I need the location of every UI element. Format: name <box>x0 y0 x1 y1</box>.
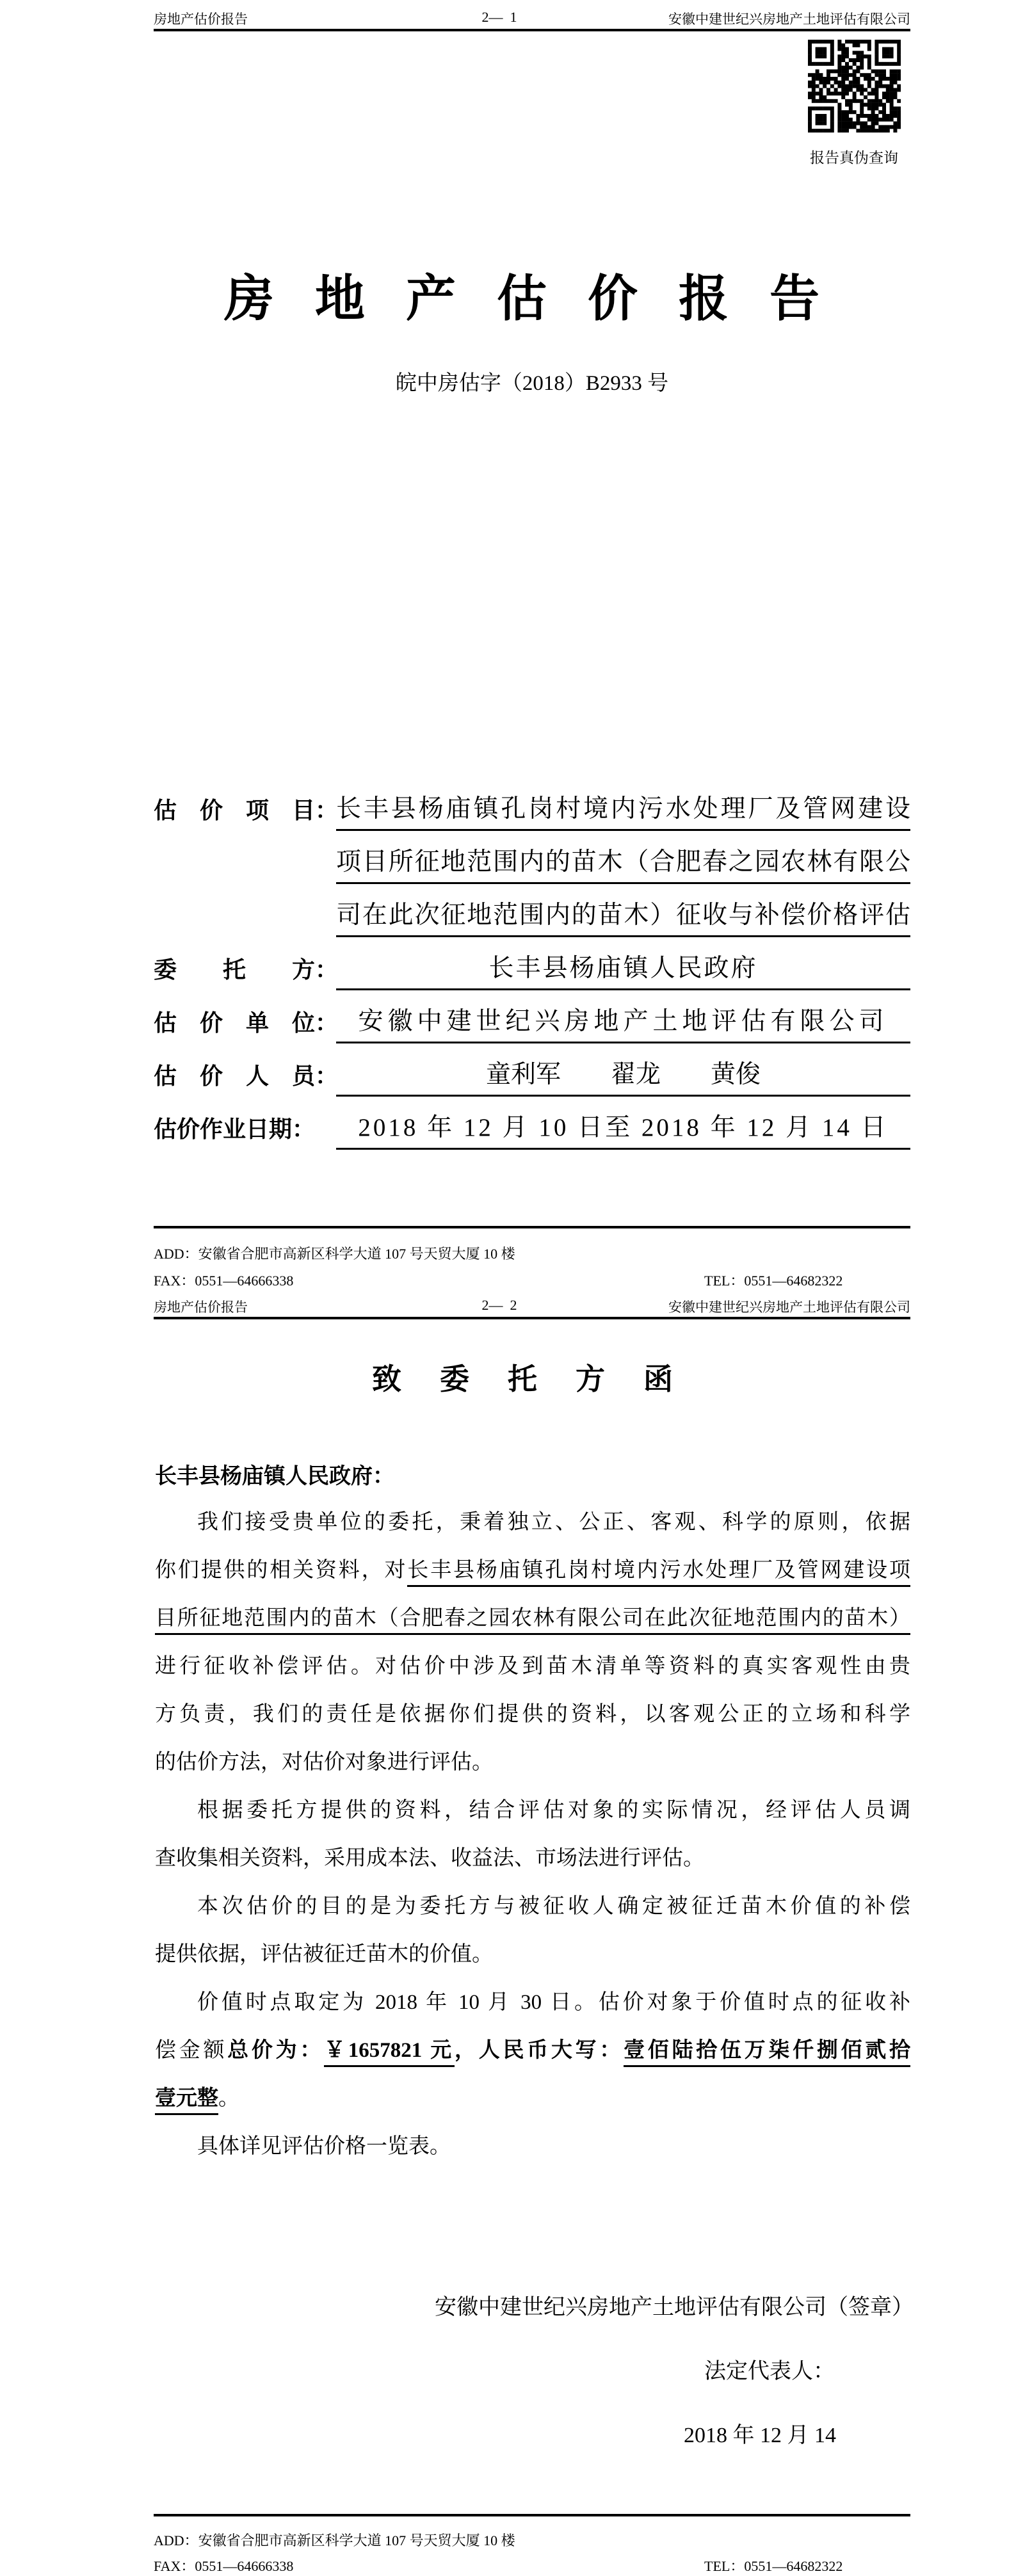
body-line: 方负责，我们的责任是依据你们提供的资料，以客观公正的立场和科学 <box>155 1703 910 1726</box>
field-work-dates <box>154 1107 910 1150</box>
body-line: 根据委托方提供的资料，结合评估对象的实际情况，经评估人员调 <box>197 1799 910 1822</box>
qr-code-image <box>808 40 901 133</box>
signature-company: 安徽中建世纪兴房地产土地评估有限公司（签章） <box>435 2296 914 2319</box>
field-appraisers-label: 估 价 人 员： <box>154 1063 339 1089</box>
field-project-value-line1: 长丰县杨庙镇孔岗村境内污水处理厂及管网建设 <box>336 789 910 831</box>
total-price-words: 壹佰陆拾伍万柒仟捌佰贰拾 <box>624 2039 910 2067</box>
body-line: 进行征收补偿评估。对估价中涉及到苗木清单等资料的真实客观性由贵 <box>155 1655 910 1678</box>
underlined-project-name: 目所征地范围内的苗木（合肥春之园农林有限公司在此次征地范围内的苗木） <box>155 1607 910 1635</box>
signature-legal-representative: 法定代表人： <box>704 2360 835 2383</box>
page2-footer-fax: FAX：0551—64666338 <box>154 2558 294 2574</box>
page2-header-page-number: 2— 2 <box>481 1297 517 1313</box>
field-client-label: 委 托 方： <box>154 957 339 983</box>
page1-header-doc-title: 房地产估价报告 <box>154 12 248 27</box>
field-project-cont2 <box>154 895 910 937</box>
body-line: 本次估价的目的是为委托方与被征收人确定被征迁苗木价值的补偿 <box>197 1895 910 1918</box>
page2-header-rule <box>154 1317 910 1319</box>
body-line: 壹元整。 <box>155 2085 910 2112</box>
body-line-total-price: 偿金额总价为：￥1657821 元，人民币大写：壹佰陆拾伍万柒仟捌佰贰拾 <box>155 2037 910 2064</box>
signature-date: 2018 年 12 月 14 <box>684 2424 836 2447</box>
field-project-value-line2: 项目所征地范围内的苗木（合肥春之园农林有限公 <box>336 842 910 884</box>
body-line: 查收集相关资料，采用成本法、收益法、市场法进行评估。 <box>155 1847 704 1870</box>
field-client-value: 长丰县杨庙镇人民政府 <box>336 948 910 990</box>
field-work-dates-label: 估价作业日期： <box>154 1116 316 1142</box>
total-price-words-cont: 壹元整 <box>155 2087 218 2115</box>
letter-salutation: 长丰县杨庙镇人民政府： <box>155 1465 394 1488</box>
field-project <box>154 789 910 831</box>
page1-footer-fax: FAX：0551—64666338 <box>154 1273 294 1289</box>
page2-footer-address: ADD：安徽省合肥市高新区科学大道 107 号天贸大厦 10 楼 <box>154 2532 515 2548</box>
report-title: 房地产估价报告 <box>223 271 860 326</box>
underlined-project-name: 长丰县杨庙镇孔岗村境内污水处理厂及管网建设项 <box>407 1559 910 1587</box>
qr-code <box>808 40 901 133</box>
field-agency <box>154 1001 910 1043</box>
total-price-figure: ￥1657821 元 <box>324 2039 455 2067</box>
page2-header-company: 安徽中建世纪兴房地产土地评估有限公司 <box>668 1300 910 1315</box>
field-project-label: 估 价 项 目： <box>154 798 339 823</box>
page2-header-doc-title: 房地产估价报告 <box>154 1300 248 1315</box>
page1-footer-tel: TEL：0551—64682322 <box>704 1273 843 1289</box>
page1-header-company: 安徽中建世纪兴房地产土地评估有限公司 <box>668 12 910 27</box>
body-line: 我们接受贵单位的委托，秉着独立、公正、客观、科学的原则，依据 <box>197 1511 910 1534</box>
qr-caption: 报告真伪查询 <box>810 150 898 166</box>
body-line: 你们提供的相关资料，对长丰县杨庙镇孔岗村境内污水处理厂及管网建设项 <box>155 1557 910 1584</box>
field-appraisers <box>154 1054 910 1097</box>
body-line: 具体详见评估价格一览表。 <box>197 2135 451 2158</box>
page2-footer-tel: TEL：0551—64682322 <box>704 2558 843 2574</box>
field-client <box>154 948 910 990</box>
body-line: 提供依据，评估被征迁苗木的价值。 <box>155 1943 493 1966</box>
body-line: 的估价方法，对估价对象进行评估。 <box>155 1751 493 1774</box>
page1-footer-rule <box>154 1226 910 1228</box>
body-line <box>155 1605 910 1632</box>
field-agency-value: 安徽中建世纪兴房地产土地评估有限公司 <box>336 1001 910 1043</box>
page1-header-rule <box>154 29 910 31</box>
report-doc-number: 皖中房估字（2018）B2933 号 <box>395 372 669 395</box>
field-project-cont <box>154 842 910 884</box>
field-project-value-line3: 司在此次征地范围内的苗木）征收与补偿价格评估 <box>336 895 910 937</box>
letter-title: 致委托方函 <box>372 1363 711 1396</box>
page2-footer-rule <box>154 2514 910 2516</box>
page1-footer-address: ADD：安徽省合肥市高新区科学大道 107 号天贸大厦 10 楼 <box>154 1246 515 1262</box>
field-work-dates-value: 2018 年 12 月 10 日至 2018 年 12 月 14 日 <box>336 1107 910 1150</box>
field-appraisers-value: 童利军 翟龙 黄俊 <box>336 1054 910 1097</box>
body-line: 价值时点取定为 2018 年 10 月 30 日。估价对象于价值时点的征收补 <box>197 1991 910 2014</box>
field-agency-label: 估 价 单 位： <box>154 1010 339 1036</box>
page1-header-page-number: 2— 1 <box>481 9 517 25</box>
